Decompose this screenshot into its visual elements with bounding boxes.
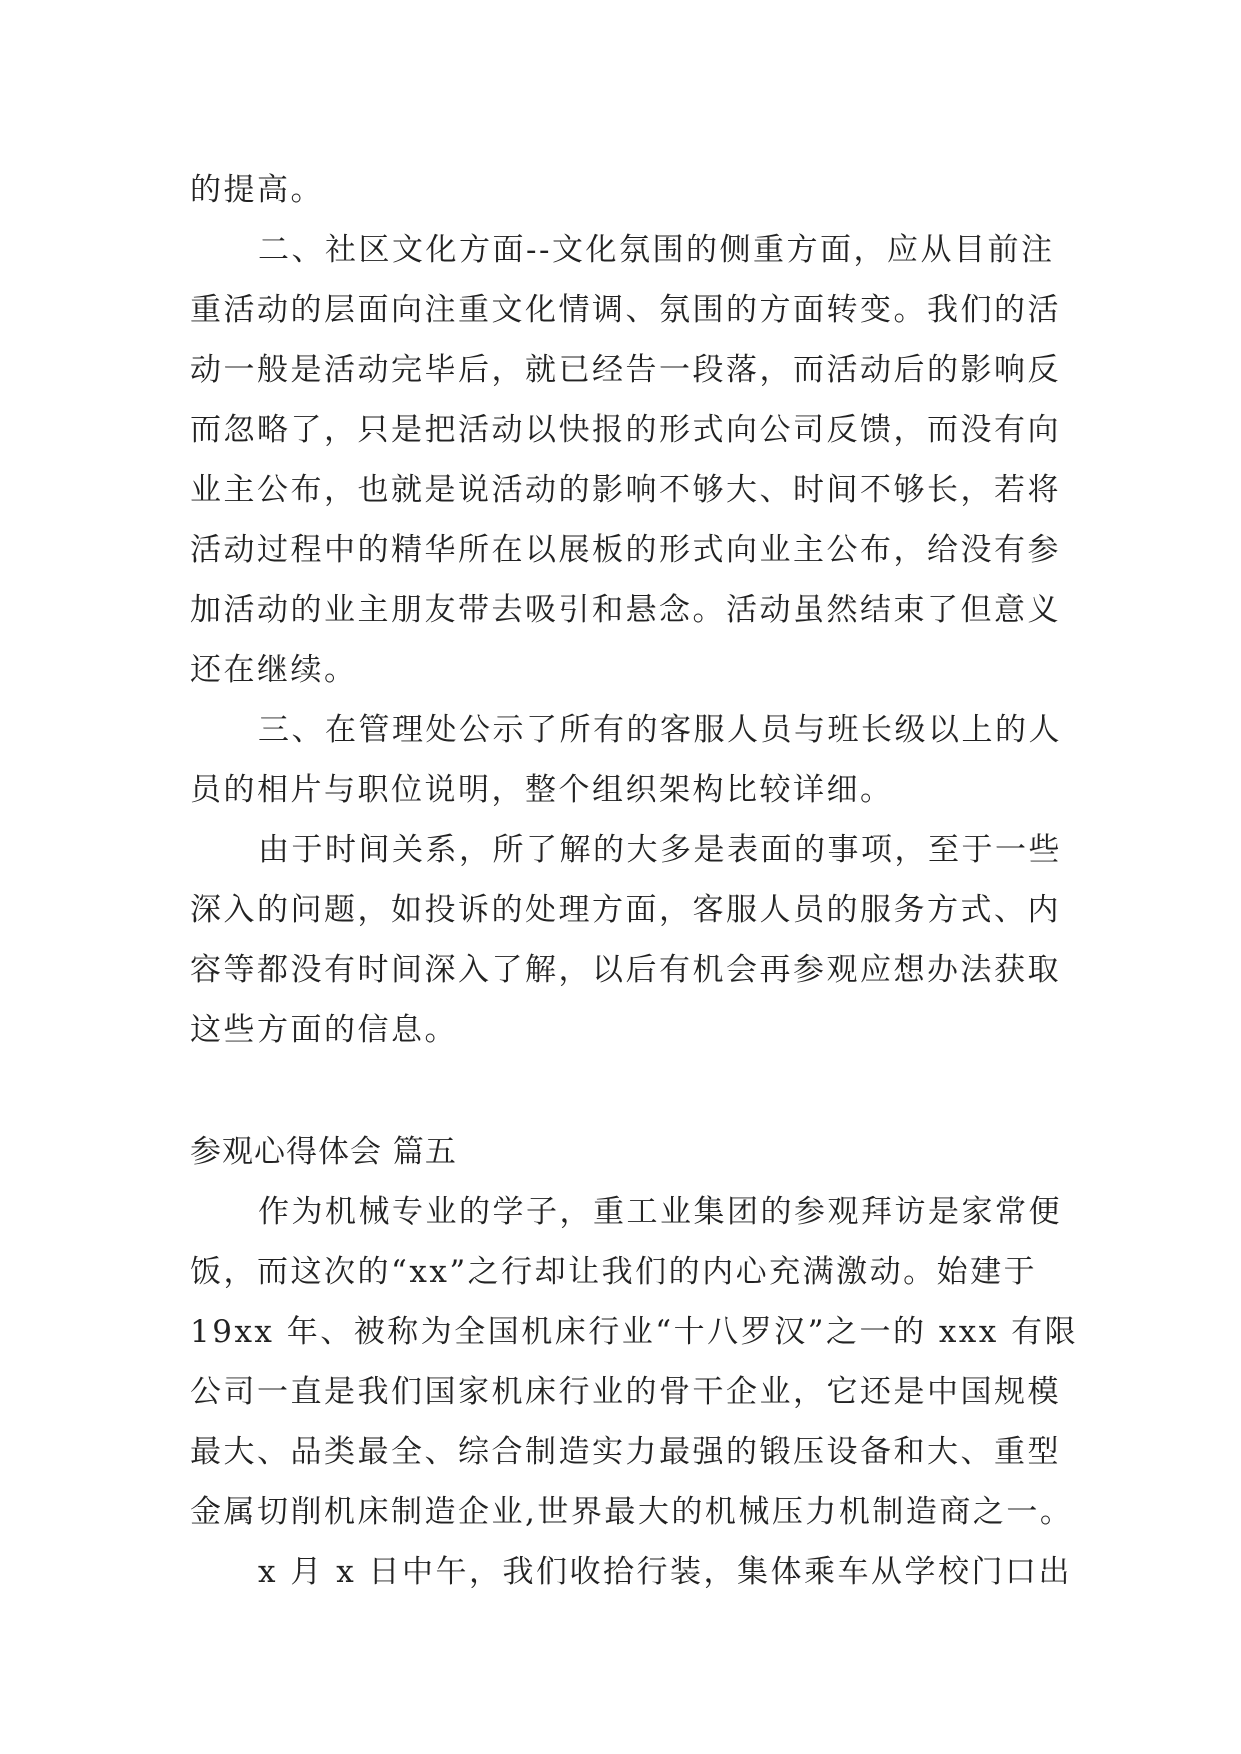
text-line: 饭，而这次的“xx”之行却让我们的内心充满激动。始建于 xyxy=(190,1254,1038,1290)
text-line: 加活动的业主朋友带去吸引和悬念。活动虽然结束了但意义 xyxy=(190,592,1061,628)
text-line: 的提高。 xyxy=(190,172,324,208)
paragraph-start-line: 二、社区文化方面--文化氛围的侧重方面，应从目前注 xyxy=(258,232,1055,268)
text-line: 而忽略了，只是把活动以快报的形式向公司反馈，而没有向 xyxy=(190,412,1061,448)
paragraph-start-line: 由于时间关系，所了解的大多是表面的事项，至于一些 xyxy=(258,832,1062,868)
section-heading: 参观心得体会 篇五 xyxy=(190,1134,457,1170)
paragraph-start-line: x 月 x 日中午，我们收拾行装，集体乘车从学校门口出 xyxy=(258,1554,1073,1590)
text-line: 容等都没有时间深入了解，以后有机会再参观应想办法获取 xyxy=(190,952,1061,988)
section-spacer xyxy=(190,1060,1060,1122)
text-line: 还在继续。 xyxy=(190,652,358,688)
paragraph-start-line: 三、在管理处公示了所有的客服人员与班长级以上的人 xyxy=(258,712,1062,748)
text-line: 深入的问题，如投诉的处理方面，客服人员的服务方式、内 xyxy=(190,892,1061,928)
text-line: 员的相片与职位说明，整个组织架构比较详细。 xyxy=(190,772,894,808)
text-line: 动一般是活动完毕后，就已经告一段落，而活动后的影响反 xyxy=(190,352,1061,388)
document-page xyxy=(190,160,1079,1602)
text-line: 活动过程中的精华所在以展板的形式向业主公布，给没有参 xyxy=(190,532,1061,568)
text-line: 业主公布，也就是说活动的影响不够大、时间不够长，若将 xyxy=(190,472,1061,508)
paragraph-start-line: 作为机械专业的学子，重工业集团的参观拜访是家常便 xyxy=(258,1194,1062,1230)
text-line: 这些方面的信息。 xyxy=(190,1012,458,1048)
text-line: 金属切削机床制造企业,世界最大的机械压力机制造商之一。 xyxy=(190,1494,1074,1530)
text-line: 19xx 年、被称为全国机床行业“十八罗汉”之一的 xxx 有限 xyxy=(190,1314,1079,1350)
text-line: 公司一直是我们国家机床行业的骨干企业，它还是中国规模 xyxy=(190,1374,1061,1410)
text-line: 最大、品类最全、综合制造实力最强的锻压设备和大、重型 xyxy=(190,1434,1061,1470)
text-line: 重活动的层面向注重文化情调、氛围的方面转变。我们的活 xyxy=(190,292,1061,328)
